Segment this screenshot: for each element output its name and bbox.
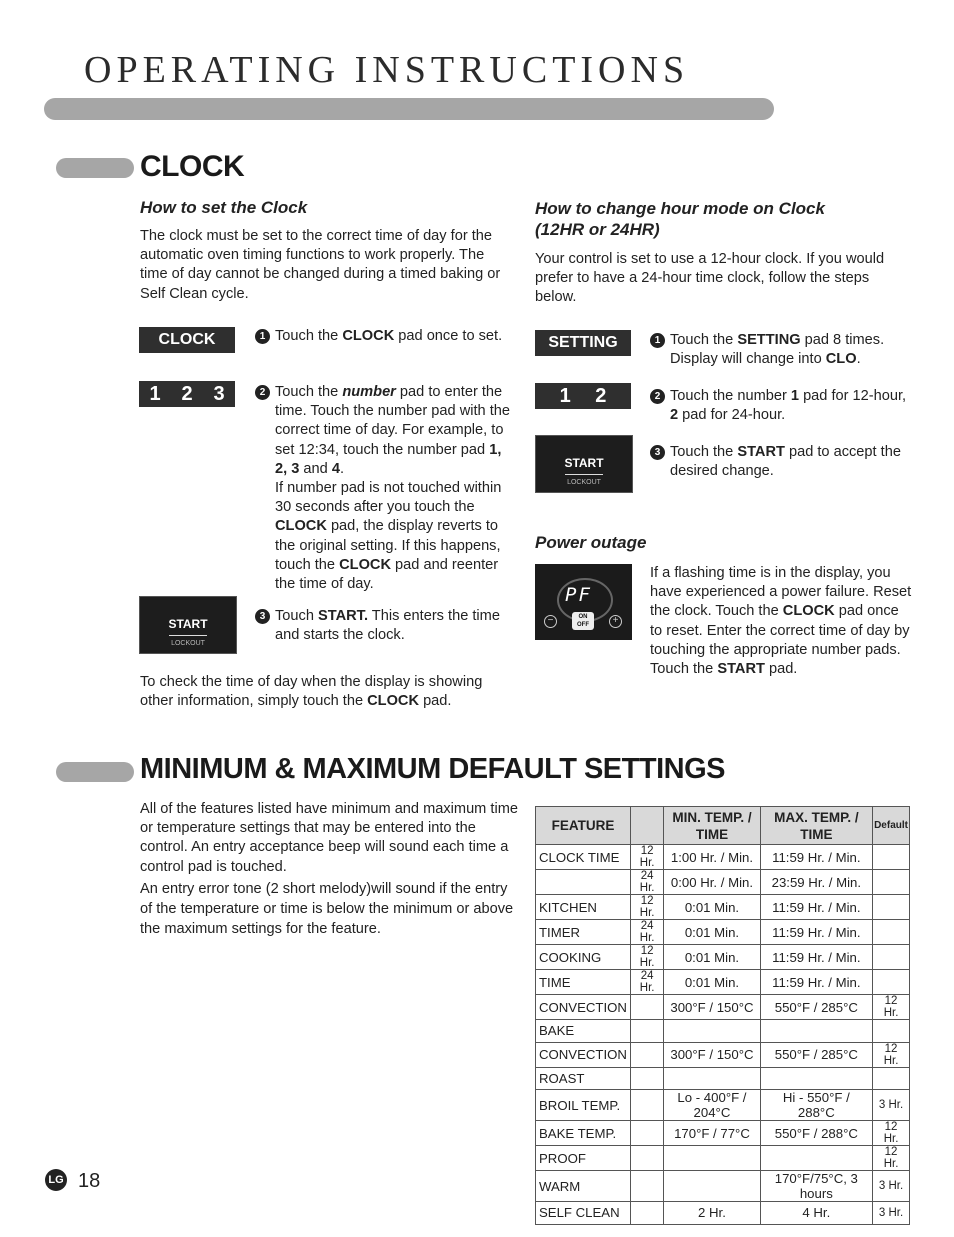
table-row (536, 1067, 910, 1090)
table-cell (873, 1020, 910, 1043)
table-cell: 550°F / 285°C (760, 995, 872, 1020)
table-cell: 3 Hr. (873, 1090, 910, 1121)
table-cell: CONVECTION (536, 995, 631, 1020)
settings-table (535, 806, 910, 1225)
table-row (536, 845, 910, 870)
table-cell: 11:59 Hr. / Min. (760, 895, 872, 920)
table-cell (630, 1090, 663, 1121)
step-number-icon: 1 (255, 329, 270, 344)
table-cell: 0:01 Min. (664, 945, 760, 970)
table-cell: BAKE TEMP. (536, 1121, 631, 1146)
table-cell: CLOCK TIME (536, 845, 631, 870)
table-cell: 0:01 Min. (664, 970, 760, 995)
plus-icon: + (609, 615, 622, 628)
table-cell (630, 1171, 663, 1202)
table-cell: 550°F / 285°C (760, 1042, 872, 1067)
lg-logo: LG (45, 1169, 67, 1191)
number-pads-12: 1 2 (535, 383, 631, 409)
section-pill (56, 158, 134, 178)
table-cell (760, 1020, 872, 1043)
table-cell: TIME (536, 970, 631, 995)
table-cell: 24 Hr. (630, 870, 663, 895)
set-clock-intro: The clock must be set to the correct time of day for the automatic oven timing functions to work properly. The time of day cannot be changed during a timed baking or Self Clean cycle. (140, 228, 501, 302)
minus-icon: − (544, 615, 557, 628)
number-pads-123: 1 2 3 (139, 381, 235, 407)
table-cell: 2 Hr. (664, 1202, 760, 1225)
table-row (536, 945, 910, 970)
minmax-paragraph-1: All of the features listed have minimum and maximum time or temperature settings that may be entered into the control. An entry acceptance beep will sound each time a control pad is touched. (140, 801, 518, 875)
table-row (536, 1020, 910, 1043)
table-row (536, 1171, 910, 1202)
step-number-icon: 1 (650, 333, 665, 348)
hour-mode-intro: Your control is set to use a 12-hour clock. If you would prefer to have a 24-hour time clock, follow the steps below. (535, 251, 885, 306)
table-cell: 11:59 Hr. / Min. (760, 845, 872, 870)
table-row (536, 995, 910, 1020)
table-row (536, 1090, 910, 1121)
column-header: MAX. TEMP. / TIME (760, 807, 872, 845)
table-cell: 4 Hr. (760, 1202, 872, 1225)
set-step-3: 3 Touch START. This enters the time and starts the clock. (255, 607, 505, 645)
power-outage-text: If a flashing time is in the display, you have experienced a power failure. Reset the clock. Touch the CLOCK pad once to reset. Enter the correct time of day by touching the appropriate number pads. Touch the START pad. (650, 565, 912, 678)
start-pad: START LOCKOUT (535, 435, 633, 493)
start-pad: START LOCKOUT (139, 596, 237, 654)
table-cell: TIMER (536, 920, 631, 945)
hour-mode-heading: How to change hour mode on Clock (12HR or 24HR) (535, 199, 825, 239)
table-cell: BROIL TEMP. (536, 1090, 631, 1121)
table-cell: 24 Hr. (630, 970, 663, 995)
table-cell: CONVECTION (536, 1042, 631, 1067)
table-cell: BAKE (536, 1020, 631, 1043)
column-header: FEATURE (536, 807, 631, 845)
setting-pad: SETTING (535, 330, 631, 356)
clock-section-title: CLOCK (140, 150, 245, 183)
table-cell (664, 1067, 760, 1090)
table-cell: 12 Hr. (630, 845, 663, 870)
table-cell: 23:59 Hr. / Min. (760, 870, 872, 895)
table-cell: 300°F / 150°C (664, 995, 760, 1020)
table-cell (760, 1146, 872, 1171)
table-cell (873, 895, 910, 920)
table-cell: 12 Hr. (630, 945, 663, 970)
table-row (536, 1146, 910, 1171)
table-cell (873, 920, 910, 945)
table-cell (630, 1146, 663, 1171)
table-row (536, 895, 910, 920)
step-number-icon: 2 (255, 385, 270, 400)
table-cell: 12 Hr. (873, 1042, 910, 1067)
control-display-image (535, 564, 632, 640)
minmax-paragraph-2: An entry error tone (2 short melody)will sound if the entry of the temperature or time is below the minimum or above the maximum settings for the feature. (140, 881, 514, 938)
table-cell: 3 Hr. (873, 1202, 910, 1225)
step-number-icon: 2 (650, 389, 665, 404)
table-cell: 0:01 Min. (664, 895, 760, 920)
table-cell (664, 1146, 760, 1171)
table-row (536, 920, 910, 945)
table-cell: 24 Hr. (630, 920, 663, 945)
table-cell (630, 1202, 663, 1225)
table-cell: 1:00 Hr. / Min. (664, 845, 760, 870)
table-cell (630, 1020, 663, 1043)
table-cell: 550°F / 288°C (760, 1121, 872, 1146)
page-header-title: OPERATING INSTRUCTIONS (84, 49, 690, 91)
power-outage-heading: Power outage (535, 533, 647, 552)
column-header (630, 807, 663, 845)
table-cell: 12 Hr. (873, 995, 910, 1020)
column-header: Default (873, 807, 910, 845)
step-number-icon: 3 (650, 445, 665, 460)
column-header: MIN. TEMP. / TIME (664, 807, 760, 845)
check-time-note: To check the time of day when the display is showing other information, simply touch the CLOCK pad. (140, 674, 483, 710)
table-cell (873, 970, 910, 995)
table-cell: 12 Hr. (630, 895, 663, 920)
table-cell: Lo - 400°F / 204°C (664, 1090, 760, 1121)
table-row (536, 870, 910, 895)
table-header-row (536, 807, 910, 845)
table-cell (664, 1020, 760, 1043)
table-cell (873, 870, 910, 895)
pf-display: PF (565, 584, 592, 606)
table-cell: 12 Hr. (873, 1121, 910, 1146)
table-cell (873, 945, 910, 970)
table-cell: 170°F / 77°C (664, 1121, 760, 1146)
table-cell: Hi - 550°F / 288°C (760, 1090, 872, 1121)
table-cell: 11:59 Hr. / Min. (760, 945, 872, 970)
table-cell (664, 1171, 760, 1202)
table-cell: 0:00 Hr. / Min. (664, 870, 760, 895)
table-cell: COOKING (536, 945, 631, 970)
table-cell (630, 1067, 663, 1090)
set-step-1: 1 Touch the CLOCK pad once to set. (255, 327, 505, 346)
table-cell (630, 1121, 663, 1146)
minmax-section-title: MINIMUM & MAXIMUM DEFAULT SETTINGS (140, 753, 725, 785)
table-row (536, 970, 910, 995)
table-cell (630, 995, 663, 1020)
page-number: 18 (78, 1170, 101, 1192)
table-cell: KITCHEN (536, 895, 631, 920)
table-cell: 0:01 Min. (664, 920, 760, 945)
onoff-button: ON OFF (572, 612, 594, 630)
table-cell: PROOF (536, 1146, 631, 1171)
table-cell: WARM (536, 1171, 631, 1202)
table-row (536, 1121, 910, 1146)
section-pill (56, 762, 134, 782)
table-cell (873, 1067, 910, 1090)
table-cell: ROAST (536, 1067, 631, 1090)
clock-pad: CLOCK (139, 327, 235, 353)
table-cell: 3 Hr. (873, 1171, 910, 1202)
table-cell (760, 1067, 872, 1090)
table-cell: 12 Hr. (873, 1146, 910, 1171)
table-cell: 300°F / 150°C (664, 1042, 760, 1067)
set-step-2: 2 Touch the number pad to enter the time. Touch the number pad with the correct time of day. For example, to set 12:34, touch the number pad 1, 2, 3 and 4. If number pad is not touched within 30 seconds after you touch the CLOCK pad, the display reverts to the original setting. If this happens, touch the CLOCK pad and reenter the time of day. (255, 383, 513, 594)
mode-step-2: 2 Touch the number 1 pad for 12-hour, 2 pad for 24-hour. (650, 387, 908, 425)
mode-step-1: 1 Touch the SETTING pad 8 times. Display will change into CLO. (650, 331, 908, 369)
mode-step-3: 3 Touch the START pad to accept the desired change. (650, 443, 908, 481)
set-clock-heading: How to set the Clock (140, 198, 308, 217)
table-cell (630, 1042, 663, 1067)
header-bar (44, 98, 774, 120)
step-number-icon: 3 (255, 609, 270, 624)
table-cell (536, 870, 631, 895)
table-cell: 11:59 Hr. / Min. (760, 970, 872, 995)
table-row (536, 1042, 910, 1067)
table-cell: 170°F/75°C, 3 hours (760, 1171, 872, 1202)
table-cell: SELF CLEAN (536, 1202, 631, 1225)
table-cell: 11:59 Hr. / Min. (760, 920, 872, 945)
table-row (536, 1202, 910, 1225)
table-cell (873, 845, 910, 870)
